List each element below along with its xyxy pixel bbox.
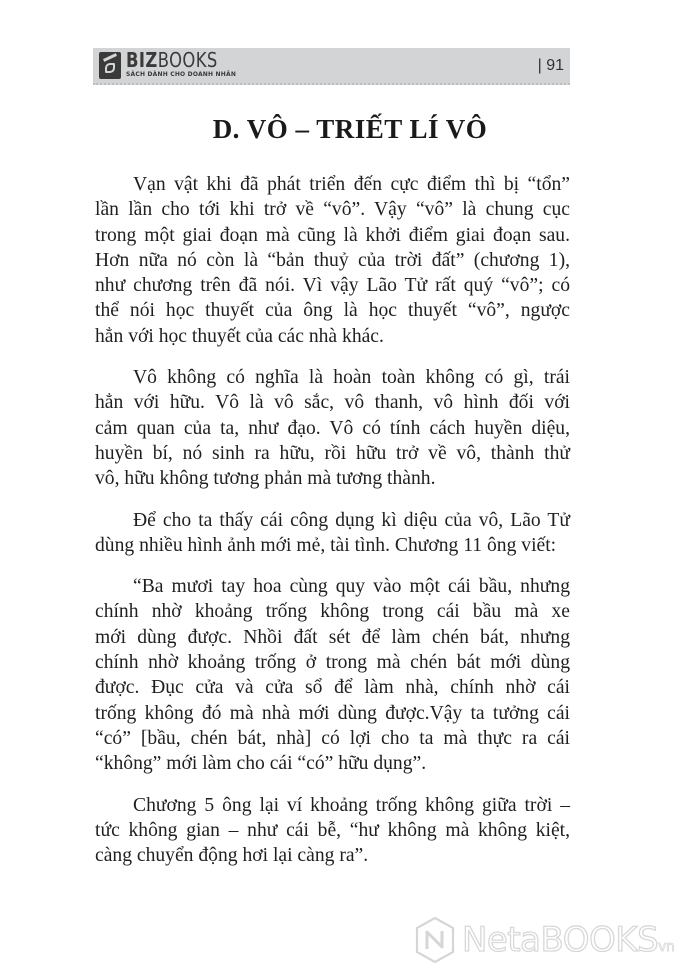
text-line: dùng nhiều hình ảnh mới mẻ, tài tình. Chương 11 ông viết:: [95, 534, 557, 556]
watermark-text: NetaBOOKSvn: [462, 920, 675, 960]
netabooks-logo-icon: [414, 916, 456, 964]
text-line: thể nói học thuyết của ông là học thuyết “vô”, ngược: [95, 300, 570, 322]
text-line: Để cho ta thấy cái công dụng kì diệu của vô, Lão Tử: [133, 509, 570, 531]
paragraph: [95, 574, 570, 776]
text-line: vô, hữu không tương phản mà tương thành.: [95, 468, 436, 490]
paragraph: [95, 365, 570, 491]
section-title: D. VÔ – TRIẾT LÍ VÔ: [212, 114, 488, 144]
text-line: Vạn vật khi đã phát triển đến cực điểm thì bị “tổn”: [133, 174, 570, 195]
text-line: cảm quan của ta, như đạo. Vô có tính cách huyền diệu,: [95, 417, 570, 439]
paragraph: [95, 508, 570, 559]
page-number: | 91: [537, 57, 564, 74]
text-line: được. Đục cửa và cửa sổ để làm nhà, chính nhờ cái: [95, 677, 570, 699]
text-line: Hơn nữa nó còn là “bản thuỷ của trời đất” (chương 1),: [95, 249, 570, 271]
text-line: Chương 5 ông lại ví khoảng trống không giữa trời –: [133, 794, 570, 816]
netabooks-watermark: [410, 912, 695, 968]
text-line: lần lần cho tới khi trở về “vô”. Vậy “vô” là chung cục: [95, 199, 570, 221]
text-line: càng chuyển động hơi lại càng ra”.: [95, 845, 369, 867]
text-line: huyền bí, nó sinh ra hữu, rồi hữu trở về vô, thành thử: [95, 442, 570, 464]
text-line: trống không đó mà nhà mới dùng được.Vậy ta tưởng cái: [95, 702, 570, 724]
brand-name: BIZBOOKS: [126, 48, 218, 72]
text-line: “có” [bầu, chén bát, nhà] có lợi cho ta mà thực ra cái: [95, 727, 570, 749]
text-line: “Ba mươi tay hoa cùng quy vào một cái bầu, nhưng: [133, 576, 570, 598]
paragraph: [95, 793, 570, 869]
text-line: Vô không có nghĩa là hoàn toàn không có gì, trái: [133, 367, 570, 389]
brand-tagline: SÁCH DÀNH CHO DOANH NHÂN: [126, 71, 237, 78]
text-line: tức không gian – như cái bễ, “hư không mà không kiệt,: [95, 819, 570, 841]
text-line: mới dùng được. Nhồi đất sét để làm chén bát, nhưng: [95, 626, 570, 648]
bizbooks-logo-icon: [99, 52, 121, 79]
text-line: hẳn với hữu. Vô là vô sắc, vô thanh, vô hình đối với: [95, 392, 570, 414]
paragraph: [95, 172, 570, 349]
text-line: chính nhờ khoảng trống ở trong mà chén bát mới dùng: [95, 652, 570, 674]
body-text: [95, 172, 570, 884]
running-header: [93, 48, 570, 85]
text-line: trong một giai đoạn mà cũng là khởi điểm giai đoạn sau.: [95, 224, 570, 246]
text-line: như chương trên đã nói. Vì vậy Lão Tử rất quý “vô”; có: [95, 275, 570, 297]
text-line: “không” mới làm cho cái “có” hữu dụng”.: [95, 753, 427, 775]
text-line: hẳn với học thuyết của các nhà khác.: [95, 325, 384, 347]
text-line: chính nhờ khoảng trống không trong cái bầu mà xe: [95, 601, 570, 623]
